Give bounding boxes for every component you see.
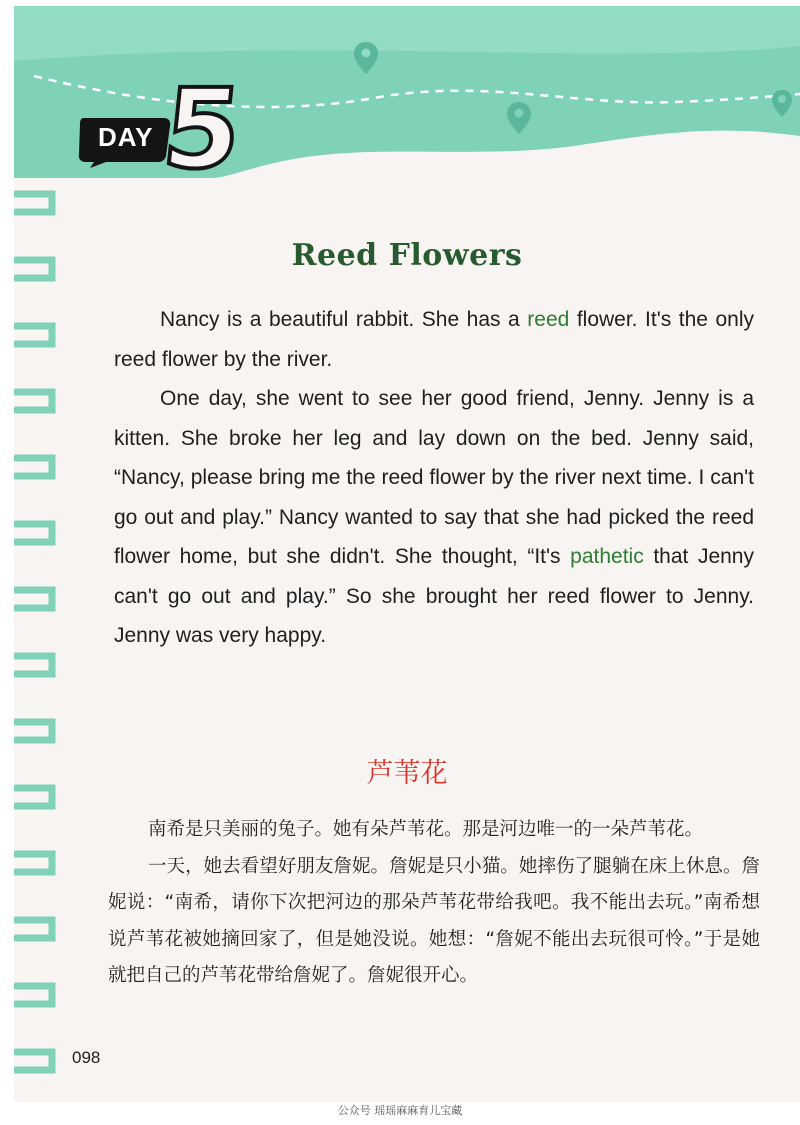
text-run: One day, she went to see her good friend, Jenny. Jenny is a kitten. She broke her leg and lay down on the bed. Jenny said, “Nancy, please bring me the reed flower by the river next time. I can't go out and play.” Nancy wanted to say that she had picked the reed flower home, but she didn't. She thought, “It's [114,387,754,568]
text-run: that Jenny can't go out and play.” So she brought her reed flower to Jenny. Jenny was very happy. [114,545,754,647]
chinese-paragraph: 南希是只美丽的兔子。她有朵芦苇花。那是河边唯一的一朵芦苇花。 [148,819,704,840]
chinese-paragraph: 一天，她去看望好朋友詹妮。詹妮是只小猫。她摔伤了腿躺在床上休息。詹妮说：“南希，请你下次把河边的那朵芦苇花带给我吧。我不能出去玩。”南希想说芦苇花被她摘回家了，但是她没说。她想：“詹妮不能出去玩很可怜。”于是她就把自己的芦苇花带给詹妮了。詹妮很开心。 [108,855,760,986]
story-text-chinese [108,812,760,995]
text-run: Nancy is a beautiful rabbit. She has a [160,308,528,331]
story-text-english [114,300,754,656]
story-title-chinese: 芦苇花 [366,758,448,789]
notebook-spiral-binding [14,136,74,1096]
footer-caption: 公众号 瑶瑶麻麻育儿宝藏 [337,1104,463,1117]
story-title-english: Reed Flowers [291,238,523,273]
english-paragraph [114,379,754,656]
english-paragraph [114,300,754,379]
vocab-highlight-reed: reed [527,308,570,331]
text-run: flower. It's the only reed flower by the river. [114,308,754,371]
vocab-highlight-pathetic: pathetic [570,545,644,568]
book-page [14,6,800,1102]
day-number: 5 [157,65,248,193]
page-number: 098 [72,1048,101,1067]
day-label: DAY [98,122,154,152]
